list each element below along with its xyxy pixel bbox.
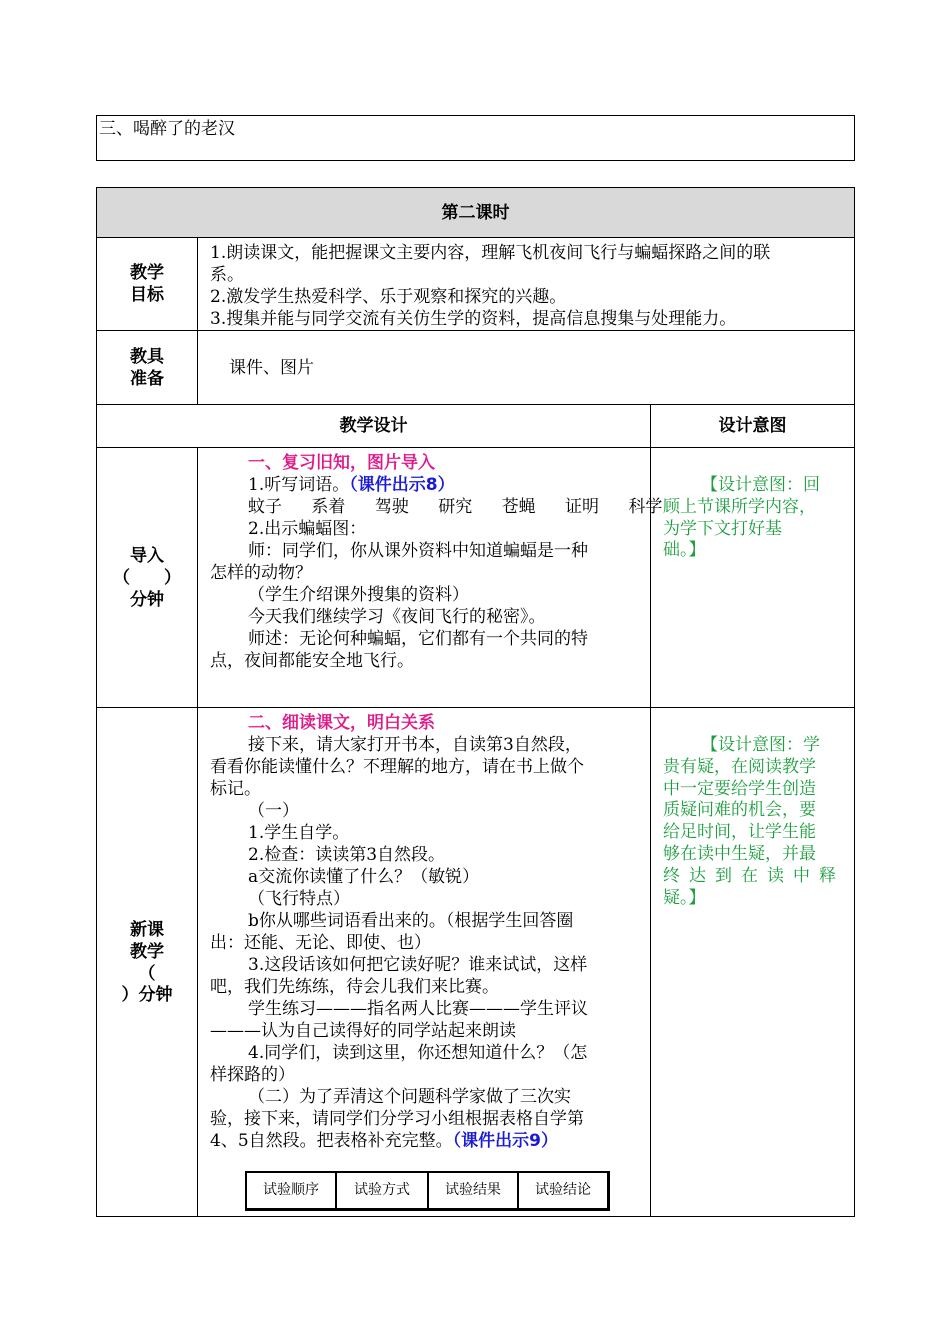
experiment-header-cell: 试验顺序 bbox=[247, 1173, 337, 1208]
row-divider bbox=[96, 447, 855, 448]
experiment-header-cell: 试验方式 bbox=[337, 1173, 429, 1208]
new-lesson-line: （二）为了弄清这个问题科学家做了三次实 bbox=[248, 1087, 571, 1107]
experiment-table bbox=[245, 1171, 610, 1211]
intro-line: （学生介绍课外搜集的资料） bbox=[248, 585, 469, 605]
new-lesson-line: 1.学生自学。 bbox=[248, 823, 350, 843]
experiment-header-cell: 试验结论 bbox=[535, 1182, 591, 1198]
new-lesson-line: b你从哪些词语看出来的。（根据学生回答圈 bbox=[248, 911, 574, 931]
new-lesson-line: 验，接下来，请同学们分学习小组根据表格自学第 bbox=[210, 1109, 584, 1129]
goals-line: 1.朗读课文，能把握课文主要内容，理解飞机夜间飞行与蝙蝠探路之间的联 bbox=[210, 243, 771, 263]
new-lesson-line: 出：还能、无论、即使、也） bbox=[210, 933, 431, 953]
materials-text: 课件、图片 bbox=[229, 358, 314, 378]
intent-header: 设计意图 bbox=[718, 416, 787, 436]
new-lesson-line: 样探路的） bbox=[210, 1065, 295, 1085]
experiment-header-cell: 试验结果 bbox=[429, 1173, 519, 1208]
new-lesson-line: 看看你能读懂什么？不理解的地方，请在书上做个 bbox=[210, 757, 584, 777]
col-divider bbox=[650, 404, 651, 1217]
intro-line: 2.出示蝙蝠图： bbox=[248, 519, 367, 539]
row-divider bbox=[96, 404, 855, 405]
intro-line: 今天我们继续学习《夜间飞行的秘密》。 bbox=[248, 607, 546, 627]
new-lesson-line: 吧，我们先练练，待会儿我们来比赛。 bbox=[210, 977, 499, 997]
new-lesson-line: （飞行特点） bbox=[248, 889, 350, 909]
new-lesson-line: 接下来，请大家打开书本，自读第3自然段， bbox=[248, 735, 582, 755]
top-box bbox=[96, 115, 855, 161]
row-divider bbox=[96, 237, 855, 238]
new-lesson-line: ———认为自己读得好的同学站起来朗读 bbox=[210, 1021, 516, 1041]
new-lesson-line: 4.同学们，读到这里，你还想知道什么？（怎 bbox=[248, 1043, 588, 1063]
courseware-ref: （课件出示9） bbox=[452, 1131, 558, 1151]
intro-line: 点，夜间都能安全地飞行。 bbox=[210, 651, 414, 671]
courseware-ref: （课件出示8） bbox=[349, 475, 455, 495]
intro-line: 师述：无论何种蝙蝠，它们都有一个共同的特 bbox=[248, 629, 588, 649]
intro-line: 师：同学们，你从课外资料中知道蝙蝠是一种 bbox=[248, 541, 588, 561]
lesson-title-row bbox=[97, 188, 854, 237]
intro-line-1: 1.听写词语。（课件出示8） bbox=[248, 475, 455, 495]
lesson-title: 第二课时 bbox=[441, 203, 510, 223]
intro-words: 蚊子 系着 驾驶 研究 苍蝇 证明 科学 bbox=[248, 497, 663, 517]
design-header: 教学设计 bbox=[339, 416, 408, 436]
new-lesson-line: 学生练习———指名两人比赛———学生评议 bbox=[248, 999, 588, 1019]
goals-line: 系。 bbox=[210, 265, 244, 285]
col-divider bbox=[197, 237, 198, 404]
col-divider bbox=[197, 447, 198, 1217]
new-lesson-label: 新课 教学 （ ）分钟 bbox=[121, 920, 173, 1006]
intro-heading: 一、复习旧知，图片导入 bbox=[248, 453, 435, 473]
new-lesson-heading: 二、细读课文，明白关系 bbox=[248, 713, 435, 733]
new-lesson-last-line: 4、5自然段。把表格补充完整。（课件出示9） bbox=[210, 1131, 558, 1151]
new-lesson-intent: 【设计意图：学 贵有疑，在阅读教学 中一定要给学生创造 质疑问难的机会，要 给足时间，让学生能 够在读中生疑，并最 终达到在读中释 疑。】 bbox=[663, 735, 845, 908]
intro-label: 导入 （ ） 分钟 bbox=[113, 546, 181, 610]
new-lesson-line: a交流你读懂了什么？（敏锐） bbox=[248, 867, 480, 887]
goals-label: 教学 目标 bbox=[130, 263, 164, 305]
top-box-text: 三、喝醉了的老汉 bbox=[99, 119, 235, 139]
goals-line: 2.激发学生热爱科学、乐于观察和探究的兴趣。 bbox=[210, 287, 567, 307]
new-lesson-line: （一） bbox=[248, 801, 299, 821]
row-divider bbox=[96, 707, 855, 708]
new-lesson-line: 3.这段话该如何把它读好呢？谁来试试，这样 bbox=[248, 955, 588, 975]
intro-intent: 【设计意图：回 顾上节课所学内容， 为学下文打好基 础。】 bbox=[663, 475, 820, 561]
goals-line: 3.搜集并能与同学交流有关仿生学的资料，提高信息搜集与处理能力。 bbox=[210, 309, 737, 329]
materials-label: 教具 准备 bbox=[130, 347, 164, 389]
intro-line: 怎样的动物？ bbox=[210, 563, 312, 583]
new-lesson-line: 标记。 bbox=[210, 779, 261, 799]
new-lesson-line: 2.检查：读读第3自然段。 bbox=[248, 845, 446, 865]
